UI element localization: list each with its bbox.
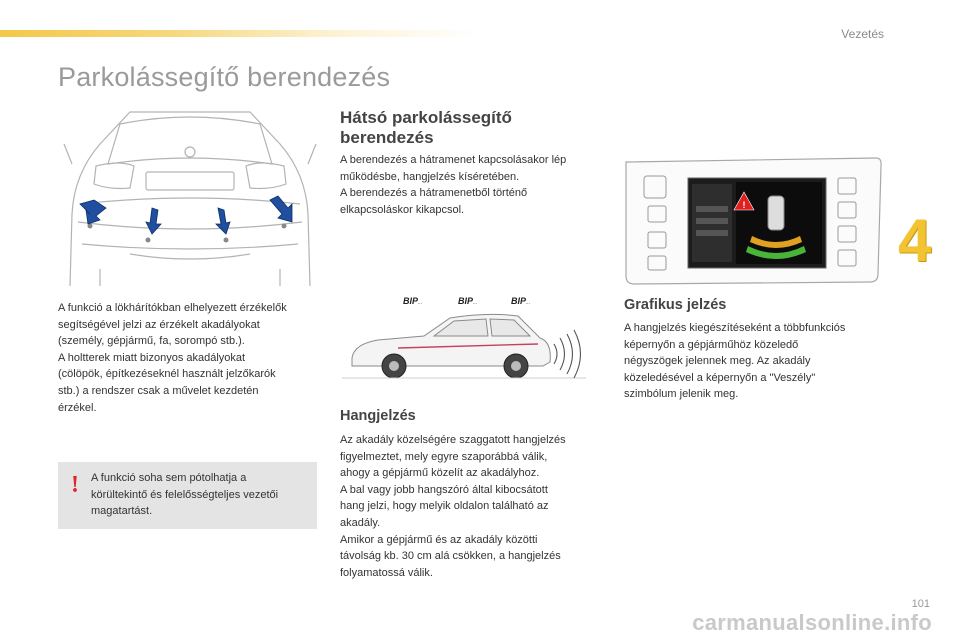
sensor-arrow-inner-left (146, 208, 161, 234)
graphic-heading: Grafikus jelzés (624, 297, 727, 313)
beep-label: BIP... (511, 296, 531, 306)
sensor-arrow-outer-right (270, 196, 292, 222)
page-title: Parkolássegítő berendezés (58, 62, 391, 92)
graphic-body: A hangjelzés kiegészítéseként a többfunkciós képernyőn a gépjárműhöz közeledő négyszögek jelennek meg. Az akadály közeledésével a képernyőn a "Veszély" szimbólum jelenik meg. (624, 322, 846, 401)
sensor-arrow-inner-right (216, 208, 230, 234)
sound-heading: Hangjelzés (340, 408, 416, 424)
warning-text: A funkció soha sem pótolhatja a körültekintő és felelősségteljes vezetői magatartást. (91, 472, 279, 517)
watermark[interactable]: carmanualsonline.info (692, 610, 932, 635)
beep-label: BIP... (458, 296, 478, 306)
left-body-text: A funkció a lökhárítókban elhelyezett érzékelők segítségével jelzi az érzékelt akadályokat (személy, gépjármű, fa, sorompó stb.). A holtterek miatt bizonyos akadályokat (cölöpök, építkezéseknél használt jelzőkarók stb.) a rendszer csak a művelet kezdetén érzékel. (58, 302, 287, 414)
sensor-arrows (80, 196, 292, 234)
car-side-illustration (338, 310, 600, 385)
section-name: Vezetés (841, 27, 884, 41)
beep-label: BIP... (403, 296, 423, 306)
sound-wave-icon (554, 330, 581, 378)
header-accent-bar (0, 30, 480, 37)
rear-parking-heading: Hátsó parkolássegítő berendezés (340, 108, 512, 147)
chapter-number: 4 (898, 207, 932, 274)
car-top-view-icon (768, 196, 784, 230)
svg-text:!: ! (742, 200, 746, 210)
page-number: 101 (911, 598, 930, 610)
sensor-arrow-outer-left (80, 200, 106, 224)
rear-bumper-sensor-illustration (60, 104, 320, 286)
sound-body: Az akadály közelségére szaggatott hangjelzés figyelmeztet, mely egyre szaporábbá válik, ahogy a gépjármű közelít az akadályhoz. A bal vagy jobb hangszóró által kibocsátott hang jelzi, hogy melyik oldalon található az akadály. Amikor a gépjármű és az akadály közötti távolság kb. 30 cm alá csökken, a hangjelzés folyamatossá válik. (340, 434, 566, 579)
rear-parking-body: A berendezés a hátramenet kapcsolásakor lép működésbe, hangjelzés kíséretében. A berendezés a hátramenetből történő elkapcsoláskor kikapcsol. (340, 154, 567, 216)
multifunction-screen-illustration (620, 156, 884, 286)
exclamation-icon: ! (71, 472, 79, 498)
warning-box (58, 462, 317, 529)
